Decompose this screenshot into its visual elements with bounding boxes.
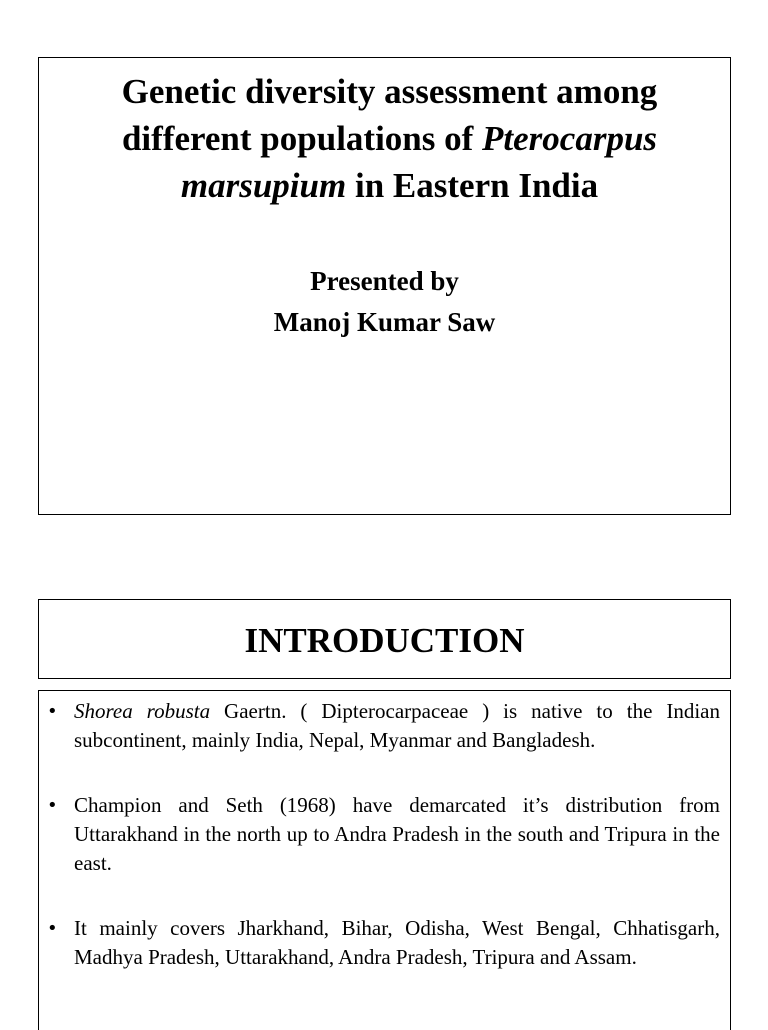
bullet-body-text: Champion and Seth (1968) have demarcated it’s distribution from Uttarakhand in the north up to Andra Pradesh in the south and Tripura in the east. xyxy=(74,793,720,875)
bullet-item xyxy=(47,914,720,972)
bullet-text xyxy=(74,914,720,972)
bullet-body-text: Gaertn. ( Dipterocarpaceae ) is native to the Indian subcontinent, mainly India, Nepal, Myanmar and Bangladesh. xyxy=(74,699,720,752)
bullet-italic-text: Shorea robusta xyxy=(74,699,211,723)
title-slide xyxy=(38,57,731,515)
slide-title xyxy=(79,68,700,209)
title-text-part1: Genetic diversity assessment among different populations of xyxy=(121,72,658,158)
introduction-body-box xyxy=(38,690,731,1030)
title-species-name: Pterocarpus marsupium xyxy=(180,119,658,205)
bullet-icon: • xyxy=(47,701,58,722)
bullet-icon: • xyxy=(47,918,58,939)
presenter-block xyxy=(39,261,730,343)
introduction-heading: INTRODUCTION xyxy=(244,621,525,660)
bullet-list xyxy=(47,697,720,1008)
bullet-item xyxy=(47,697,720,755)
title-text-part2: in Eastern India xyxy=(346,166,599,205)
bullet-body-text: It mainly covers Jharkhand, Bihar, Odisha, West Bengal, Chhatisgarh, Madhya Pradesh, Uttarakhand, Andra Pradesh, Tripura and Assam. xyxy=(74,916,720,969)
presented-by-label: Presented by xyxy=(310,266,459,296)
bullet-text xyxy=(74,697,720,755)
bullet-item xyxy=(47,791,720,878)
introduction-header-box xyxy=(38,599,731,679)
presenter-name: Manoj Kumar Saw xyxy=(273,307,496,337)
bullet-text xyxy=(74,791,720,878)
bullet-icon: • xyxy=(47,795,58,816)
